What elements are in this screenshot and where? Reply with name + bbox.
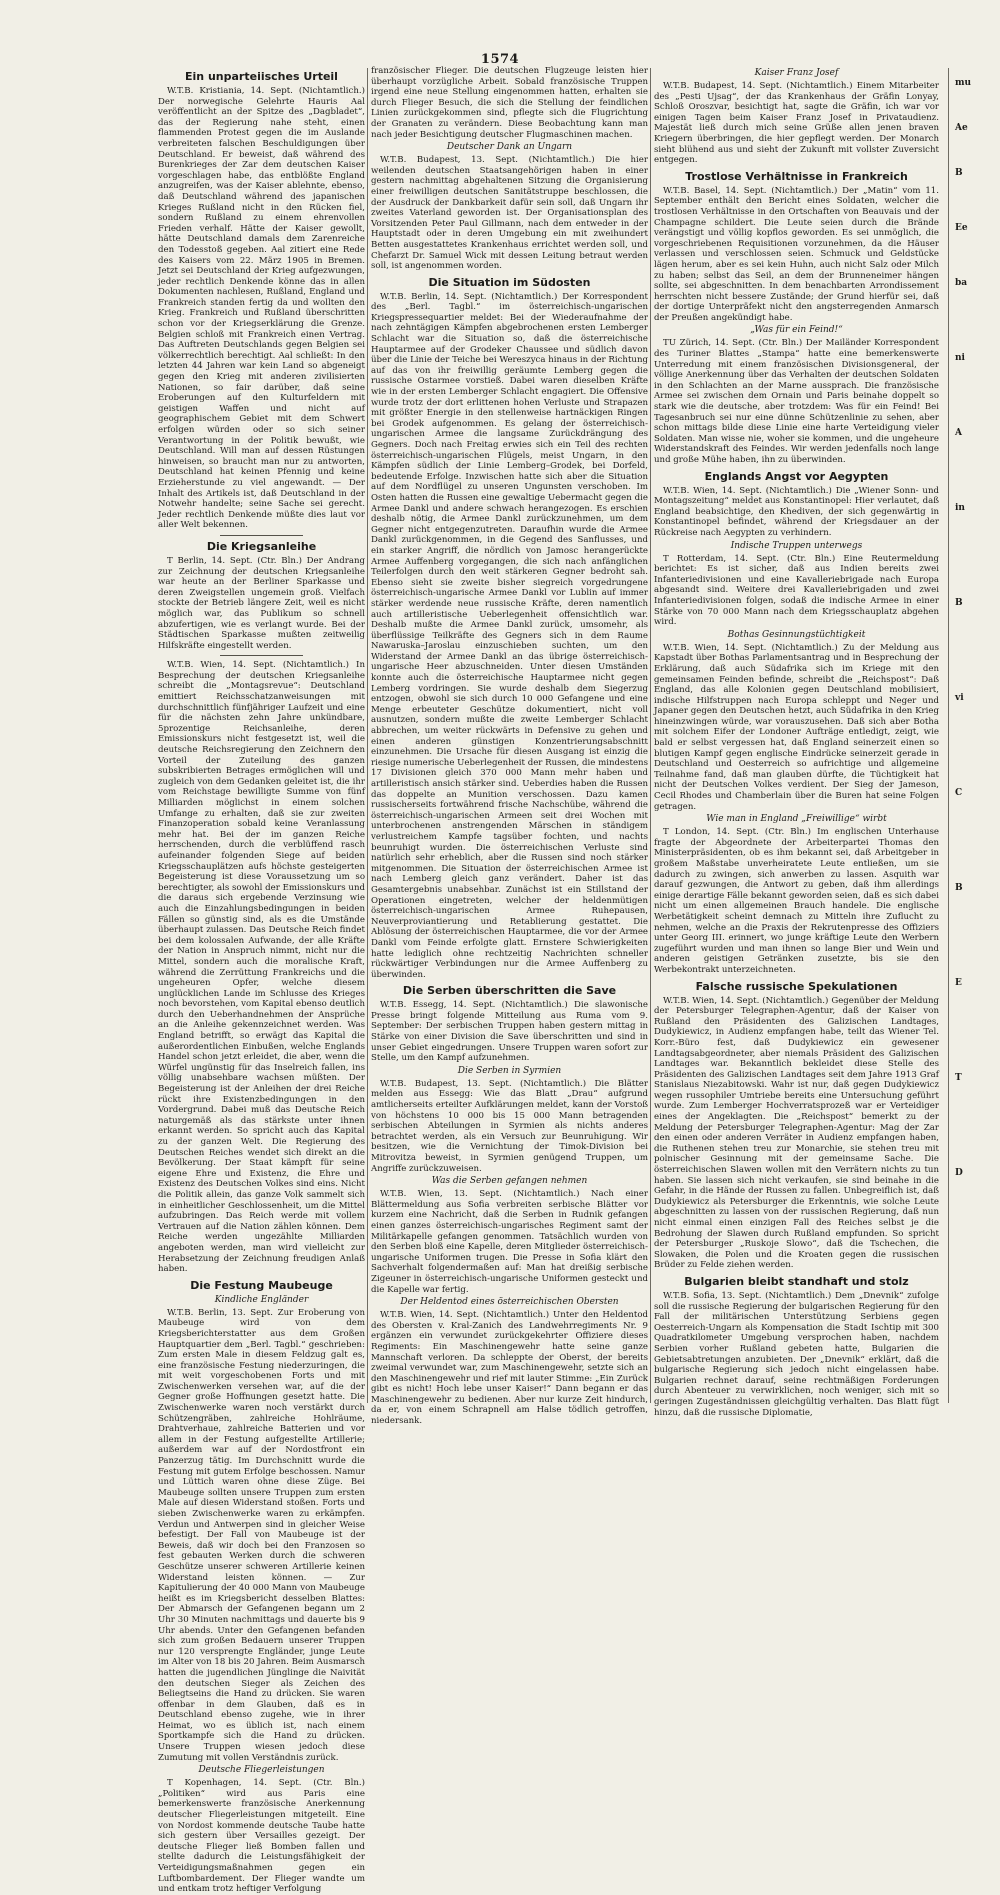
- separator-rule: [220, 655, 303, 656]
- article-paragraph: W.T.B. Wien, 14. Sept. (Nichtamtlich.) In Besprechung der deutschen Kriegsanleihe schreibt die „Montagsrevue“: Deutschland emittiert Reichsschatzanweisungen mit durchschnittlich fünfjähriger Laufzeit und eine für die nächsten zehn Jahre unkündbare, 5prozentige Reichsanleihe, deren Emissionskurs nicht festgesetzt ist, weil die deutsche Reichsregierung den Zeichnern den Vorteil der Zuteilung des ganzen subskribierten Betrages ermöglichen will und zugleich von dem Gedanken geleitet ist, die ihr vom Reichstage bewilligte Summe von fünf Milliarden möglichst in einem solchen Umfange zu erhalten, daß sie zur zweiten Finanzoperation sobald keine Veranlassung mehr hat. Bei der im ganzen Reiche herrschenden, durch die verblüffend rasch aufeinander folgenden Siege auf beiden Kriegsschauplätzen aufs höchste gesteigerten Begeisterung ist diese Voraussetzung um so berechtigter, als sowohl der Emissionskurs und die daraus sich ergebende Verzinsung wie auch die Einzahlungsbedingungen in beiden Fällen so günstig sind, als es die Umstände überhaupt zulassen. Das Deutsche Reich findet bei dem kolossalen Aufwande, der alle Kräfte der Nation in Anspruch nimmt, nicht nur die Mittel, sondern auch die moralische Kraft, während die Zerrüttung Frankreichs und die ungeheuren Opfer, welche diesem unglücklichen Lande im Schlusse des Krieges noch bevorstehen, vom Kapital ebenso deutlich durch den Ueberhandnehmen der Ansprüche an die Anleihe gekennzeichnet werden. Was England betrifft, so erwägt das Kapital die außerordentlichen Einbußen, welche Englands Handel schon jetzt erleidet, die aber, wenn die Würfel ungünstig für das Inselreich fallen, ins völlig unabsehbare wachsen müßten. Der Begeisterung ist der Anleihen der drei Reiche rückt ihre Existenzbedingungen in den Vordergrund. Dabei muß das Deutsche Reich naturgemäß als das stärkste unter ihnen erkannt werden. So spricht auch das Kapital zu der ganzen Welt. Die Regierung des Deutschen Reiches wendet sich direkt an die Bevölkerung. Der Staat kämpft für seine eigene Ehre und Existenz, die Ehre und Existenz des Deutschen Volkes sind eins. Nicht die Politik allein, das ganze Volk sammelt sich in einheitlicher Geschlossenheit, um die Mittel aufzubringen. Das Reich werde mit vollem Vertrauen auf die Nation zählen können. Dem Reiche werden ungezählte Milliarden angeboten werden, man wird vielleicht zur Herabsetzung der Zeichnung freudigen Anlaß haben.: [158, 660, 365, 1275]
- article-paragraph: T Berlin, 14. Sept. (Ctr. Bln.) Der Andrang zur Zeichnung der deutschen Kriegsanleihe war heute an der Berliner Sparkasse und deren Zweigstellen ungemein groß. Vielfach stockte der Betrieb längere Zeit, weil es nicht möglich war, das Publikum so schnell abzufertigen, wie es verlangt wurde. Bei der Städtischen Sparkasse mußten zeitweilig Hilfskräfte eingestellt werden.: [158, 555, 365, 651]
- article-headline: Trostlose Verhältnisse in Frankreich: [685, 169, 908, 183]
- article-paragraph: französischer Flieger. Die deutschen Flugzeuge leisten hier überhaupt vorzügliche Arbeit. Sobald französische Truppen irgend eine neue Stellung eingenommen hatten, erhalten sie durch Flieger Besuch, die sich die Stellung der feindlichen Linien zurückgekommen sind, pflegte sich die Flugrichtung der Granaten zu verändern. Diese Beobachtung kann man nach jeder Besichtigung deutscher Flugmaschinen machen.: [371, 66, 648, 140]
- article-paragraph: W.T.B. Budapest, 14. Sept. (Nichtamtlich.) Einem Mitarbeiter des „Pesti Ujsag“, der das Krankenhaus der Gräfin Lonyay, Schloß Oroszvar, besichtigt hat, sagte die Gräfin, ich war vor einigen Tagen beim Kaiser Franz Josef in Privataudienz. Majestät ließ durch mich seine Grüße allen jenen braven Kriegern überbringen, die hier gepflegt werden. Der Monarch sieht blühend aus und sieht der Zukunft mit vollster Zuversicht entgegen.: [654, 81, 939, 166]
- margin-fragment: in: [955, 503, 965, 513]
- article-headline: Englands Angst vor Aegypten: [704, 469, 889, 483]
- article-subheadline: Deutsche Fliegerleistungen: [198, 1765, 325, 1776]
- article-subheadline: Die Serben in Syrmien: [457, 1065, 562, 1076]
- column-rule: [650, 68, 651, 1403]
- page-number: 1574: [480, 52, 520, 67]
- article-subheadline: Kindliche Engländer: [214, 1294, 309, 1305]
- article-subheadline: Bothas Gesinnungstüchtigkeit: [727, 629, 866, 640]
- margin-fragment: B: [955, 883, 963, 893]
- article-subheadline: Wie man in England „Freiwillige“ wirbt: [706, 814, 887, 825]
- column-rule: [948, 68, 949, 1403]
- margin-fragment: T: [955, 1073, 962, 1083]
- article-paragraph: W.T.B. Wien, 14. Sept. (Nichtamtlich.) Zu der Meldung aus Kapstadt über Bothas Parlamentsantrag und in Besprechung der Erklärung, daß auch Südafrika sich im Kriege mit den gemeinsamen Feinden befinde, schreibt die „Reichspost“: Daß England, das alle Kolonien gegen Deutschland mobilisiert, indische Hilfstruppen nach Europa schleppt und Neger und Japaner gegen den Deutschen hetzt, auch Südafrika in den Krieg hineinzwingen würde, war vorauszusehen. Daß sich aber Botha mit solchem Eifer der Londoner Aufträge entledigt, zeigt, wie bald er selbst vergessen hat, daß England seinerzeit einen so blutigen Kampf gegen englische Eindrücke seinerzeit gerade in Deutschland und Oesterreich so aufrichtige und allgemeine Teilnahme fand, daß man glauben dürfte, die Tüchtigkeit hat nicht der Deutschen Volkes verdient. Der Sieg der Jameson, Cecil Rhodes und Chamberlain über die Buren hat seine Folgen getragen.: [654, 642, 939, 812]
- margin-fragment: A: [955, 428, 962, 438]
- article-subheadline: „Was für ein Feind!“: [750, 325, 843, 336]
- margin-fragment: B: [955, 598, 963, 608]
- article-paragraph: W.T.B. Berlin, 14. Sept. (Nichtamtlich.) Der Korrespondent des „Berl. Tagbl.“ im österreichisch-ungarischen Kriegspressequartier meldet: Bei der Wiederaufnahme der nach zehntägigen Kämpfen abgebrochenen ersten Lemberger Schlacht war die Situation so, daß die österreichische Hauptarmee auf der Grodeker Chaussee und südlich davon über die Linie der Teiche bei Wereszyca hinaus in der Richtung auf das von ihr freiwillig geräumte Lemberg gegen die russische Ostarmee vorstieß. Dabei waren dieselben Kräfte wie in der ersten Lemberger Schlacht engagiert. Die Offensive wurde trotz der dort erlittenen hohen Verluste und Strapazen mit größter Energie in den stellenweise hartnäckigen Ringen bei Grodek aufgenommen. Es gelang der österreichisch-ungarischen Armee die langsame Zurückdrängung des Gegners. Doch nach Freitag erwies sich ein Teil des rechten österreichisch-ungarischen Flügels, meist Ungarn, in den Kämpfen südlich der Linie Lemberg–Grodek, bei Dorfeld, bedeutende Erfolge. Inzwischen hatte sich aber die Situation auf dem Nordflügel zu unseren Ungunsten verschoben. Im Osten hatten die Russen eine gewaltige Uebermacht gegen die Armee Dankl und andere schwach herangezogen. Es erschien deshalb nötig, die Armee Dankl zurückzunehmen, um dem Gegner nicht entgegenzutreten. Daraufhin wurde die Armee Dankl zurückgenommen, in die Gegend des Sanflusses, und ein starker Angriff, die nördlich von Jamosc herangerückte Armee Auffenberg vorgegangen, die sich nach anfänglichen Teilerfolgen durch den weit stärkeren Gegner bedroht sah. Ebenso sieht sie zweite bisher siegreich vorgedrungene österreichisch-ungarische Armee Dankl vor Lublin auf immer stärker werdende neue russische Kräfte, deren namentlich auch artilleristische Ueberlegenheit offensichtlich war. Deshalb mußte die Armee Dankl zurück, umsomehr, als überflüssige Teilkräfte des Gegners sich in dem Raume Nawaruska–Jaroslau einzuschieben suchten, um den Widerstand der Armee Dankl an das übrige österreichisch-ungarische Heer abzuschneiden. Unter diesen Umständen konnte auch die österreichische Hauptarmee nicht gegen Lemberg vordringen. Sie wurde deshalb dem Siegerzug entzogen, obwohl sie sich durch 10 000 Gefangene und eine Menge erbeuteter Geschütze dokumentiert, nicht voll ausnutzen, sondern mußte die zweite Lemberger Schlacht abbrechen, um weiter rückwärts in Defensive zu gehen und einen anderen günstigen Konzentrierungsabschnitt einzunehmen. Die Ursache für diesen Ausgang ist einzig die riesige numerische Ueberlegenheit der Russen, die mindestens 17 Divisionen gleich 370 000 Mann mehr haben und artilleristisch ansich stärker sind. Ueberdies haben die Russen das doppelte an Munition verschossen. Dazu kamen russischerseits fortwährend frische Nachschübe, während die österreichisch-ungarischen Armeen seit drei Wochen mit unterbrochenen anstrengenden Märschen in ständigem verlustreichem Kampfe tagsüber fochten, und nachts beunruhigt wurden. Die österreichischen Verluste sind natürlich sehr erheblich, aber die Russen sind noch stärker mitgenommen. Die Situation der österreichischen Armee ist nach Lemberg gleich ganz verändert. Daher ist das Gesamtergebnis unabsehbar. Zunächst ist ein Stillstand der Operationen eingetreten, welcher der heldenmütigen österreichisch-ungarischen Armee Ruhepausen, Neuverproviantierung und Retablierung gestattet. Die Ablösung der österreichischen Hauptarmee, die vor der Armee Dankl vom Feinde erfolgte glatt. Ernstere Schwierigkeiten hatte lediglich ohne rechtzeitig Nachrichten schneller rückwärtiger Verbindungen nur die Armee Auffenberg zu überwinden.: [371, 291, 649, 980]
- article-paragraph: W.T.B. Budapest, 13. Sept. (Nichtamtlich.) Die Blätter melden aus Essegg: Wie das Blatt „Drau“ aufgrund amtlicherseits erteilter Aufklärungen meldet, kann der Vorstoß von höchstens 10 000 bis 15 000 Mann betragenden serbischen Abteilungen in Syrmien als nichts anderes betrachtet werden, als ein Versuch zur Beunruhigung. Wir besitzen, wie die Vernichtung der Timok-Division bei Mitrovitza beweist, in Syrmien genügend Truppen, um Angriffe zurückzuweisen.: [371, 1078, 648, 1174]
- article-paragraph: W.T.B. Wien, 13. Sept. (Nichtamtlich.) Nach einer Blättermeldung aus Sofia verbreiten serbische Blätter vor kurzem eine Nachricht, daß die Serben in Rudnik gefangen einen ganzes österreichisch-ungarisches Regiment samt der Militärkapelle gefangen genommen. Tatsächlich wurden von den Serben bloß eine Kapelle, deren Mitglieder österreichisch-ungarische Uniformen trugen. Die Presse in Sofia klärt den Sachverhalt folgendermaßen auf: Man hat dreißig serbische Zigeuner in österreichisch-ungarische Uniformen gesteckt und die Kapelle war fertig.: [371, 1189, 648, 1295]
- article-paragraph: W.T.B. Wien, 14. Sept. (Nichtamtlich.) Gegenüber der Meldung der Petersburger Telegraphen-Agentur, daß der Kaiser von Rußland den Präsidenten des Galizischen Landtages, Dudykiewicz, in Audienz empfangen habe, teilt das Wiener Tel. Korr.-Büro fest, daß Dudykiewicz ein gewesener Landtagsabgeordneter, aber niemals Präsident des Galizischen Landtages war. Bekanntlich bekleidet diese Stelle des Präsidenten des Galizischen Landtages seit dem Jahre 1913 Graf Stanislaus Niezabitowski. Wahr ist nur, daß gegen Dudykiewicz wegen russophiler Umtriebe bereits eine Untersuchung geführt wurde. Zum Lemberger Hochverratsprozeß war er Verteidiger eines der Angeklagten. Die „Reichspost“ bemerkt zu der Meldung der Petersburger Telegraphen-Agentur: Mag der Zar den einen oder anderen Verräter in Audienz empfangen haben, die Ruthenen stehen treu zur Monarchie, sie stehen treu mit polnischer Gesinnung mit der gemeinsame Sache. Die österreichischen Slawen wollen mit den Verrätern nichts zu tun haben. Sie lassen sich nicht verkaufen, sie sind beinahe in die Gefahr, in die Hände der Russen zu fallen. Unbegreiflich ist, daß Dudykiewicz als Petersburger die Erkenntnis, wie solche Leute abgeschnitten zu lassen von der russischen Regierung, daß nun nicht einmal einen einzigen Fall des Reiches selbst je die Bedrohung der Slawen durch Rußland empfunden. So spricht der Petersburger „Ruskoje Slowo“, daß die Tschechen, die Slowaken, die Polen und die Kroaten gegen die russischen Brüder zu Felde ziehen werden.: [654, 995, 939, 1271]
- article-paragraph: T Rotterdam, 14. Sept. (Ctr. Bln.) Eine Reutermeldung berichtet: Es ist sicher, daß aus Indien bereits zwei Infanteriedivisionen und eine Kavalleriebrigade nach Europa abgesandt sind. Weitere drei Kavalleriebrigaden und zwei Infanteriedivisionen folgen, sodaß die indische Armee in einer Stärke von 70 000 Mann nach dem Kriegsschauplatz abgehen wird.: [654, 553, 939, 628]
- article-subheadline: Deutscher Dank an Ungarn: [446, 142, 573, 153]
- article-paragraph: W.T.B. Sofia, 13. Sept. (Nichtamtlich.) Dem „Dnevnik“ zufolge soll die russische Regierung der bulgarischen Regierung für den Fall der militärischen Unterstützung Serbiens gegen Oesterreich-Ungarn als Kompensation die Stadt Ischtip mit 300 Quadratkilometer Umgebung versprochen haben, nachdem Serbien vorher Rußland gebeten hatte, Bulgarien die Gebietsabtretungen anzubieten. Der „Dnevnik“ erklärt, daß die bulgarische Regierung sich jedoch nicht eingelassen habe. Bulgarien rechnet darauf, seine rechtmäßigen Forderungen durch Abenteuer zu verwirklichen, noch weniger, sich mit so geringen Zugeständnissen gleichgültig verhalten. Das Blatt fügt hinzu, daß die russische Diplomatie,: [654, 1290, 939, 1418]
- article-headline: Bulgarien bleibt standhaft und stolz: [684, 1274, 909, 1288]
- margin-fragment: B: [955, 168, 963, 178]
- article-paragraph: W.T.B. Budapest, 13. Sept. (Nichtamtlich.) Die hier weilenden deutschen Staatsangehörigen haben in einer gestern nachmittag abgehaltenen Sitzung die Organisierung einer freiwilligen deutschen Sanitätstruppe beschlossen, die der Ausdruck der Dankbarkeit dafür sein soll, daß Ungarn ihr zweites Vaterland geworden ist. Der Organisationsplan des Vorsitzenden Peter Paul Gillmann, nach dem entweder in der Hauptstadt oder in deren Umgebung ein mit zweihundert Betten ausgestattetes Krankenhaus errichtet werden soll, und Chefarzt Dr. Samuel Wick mit dessen Leitung betraut werden soll, ist angenommen worden.: [371, 155, 648, 272]
- margin-fragment: Ee: [955, 223, 968, 233]
- column-rule: [367, 68, 368, 1403]
- article-paragraph: W.T.B. Berlin, 13. Sept. Zur Eroberung von Maubeuge wird von dem Kriegsberichterstatter aus dem Großen Hauptquartier dem „Berl. Tagbl.“ geschrieben: Zum ersten Male in diesem Feldzug galt es, eine französische Festung niederzuringen, die mit weit vorgeschobenen Forts und mit Zwischenwerken versehen war, auf die der Gegner große Hoffnungen gesetzt hatte. Die Zwischenwerke waren noch verstärkt durch Schützengräben, zahlreiche Hohlräume, Drahtverhaue, zahlreiche Batterien und vor allem in der Festung aufgestellte Artillerie; außerdem war auf der Nordostfront ein Panzerzug tätig. Im Durchschnitt wurde die Festung mit gutem Erfolge beschossen. Namur und Lüttich waren ohne diese Züge. Bei Maubeuge sollten unsere Truppen zum ersten Male auf diesen Widerstand stoßen. Forts und sieben Zwischenwerke waren zu erkämpfen. Verdun und Antwerpen sind in gleicher Weise befestigt. Der Fall von Maubeuge ist der Beweis, daß wir doch bei den Franzosen so fest gebauten Werken durch die schweren Geschütze unserer schweren Artillerie keinen Widerstand leisten können. — Zur Kapitulierung der 40 000 Mann von Maubeuge heißt es im Kriegsbericht desselben Blattes: Der Abmarsch der Gefangenen begann um 2 Uhr 30 Minuten nachmittags und dauerte bis 9 Uhr abends. Unter den Gefangenen befanden sich zum großen Bedauern unserer Truppen nur 120 versprengte Engländer, junge Leute im Alter von 18 bis 20 Jahren. Beim Ausmarsch hatten die jugendlichen Jünglinge die Naivität den deutschen Sieger als Zeichen des Beliegtseins die Hand zu drücken. Sie waren offenbar in dem Glauben, daß es in Deutschland ebenso zugehe, wie in ihrer Heimat, wo es üblich ist, nach einem Sportkampfe sich die Hand zu drücken. Unsere Truppen wiesen jedoch diese Zumutung mit vollen Verständnis zurück.: [158, 1307, 365, 1763]
- article-headline: Die Kriegsanleihe: [206, 539, 317, 553]
- margin-fragment: Ae: [955, 123, 968, 133]
- margin-fragment: E: [955, 978, 962, 988]
- separator-rule: [220, 535, 303, 536]
- article-subheadline: Was die Serben gefangen nehmen: [431, 1176, 588, 1187]
- article-paragraph: TU Zürich, 14. Sept. (Ctr. Bln.) Der Mailänder Korrespondent des Turiner Blattes „Stampa“ hatte eine bemerkenswerte Unterredung mit einem französischen Divisionsgeneral, der völlige Anerkennung über das Verhalten der deutschen Soldaten in den Schlachten an der Marne aussprach. Die französische Armee sei zwischen dem Ornain und Paris beinahe doppelt so stark wie die deutsche, aber trotzdem: Was für ein Feind! Bei Tagesanbruch sei nur eine dünne Schützenlinie zu sehen, aber schon mittags bilde diese Linie eine harte Verteidigung vieler Soldaten. Man wisse nie, woher sie kommen, und die ungeheure Widerstandskraft des Feindes. Wir werden jedenfalls noch lange und große Mühe haben, ihn zu überwinden.: [654, 338, 939, 465]
- column-1: [158, 66, 365, 1895]
- article-headline: Die Festung Maubeuge: [190, 1278, 333, 1292]
- article-headline: Ein unparteiisches Urteil: [185, 70, 338, 83]
- margin-fragment: vi: [955, 693, 964, 703]
- article-paragraph: W.T.B. Kristiania, 14. Sept. (Nichtamtlich.) Der norwegische Gelehrte Hauris Aal veröffentlicht an der Spitze des „Dagbladet“, das der Regierung nahe steht, einen flammenden Protest gegen die im Auslande verbreiteten falschen Beschuldigungen über Deutschland. Er beweist, daß während des Burenkrieges der Zar dem deutschen Kaiser vorgeschlagen habe, das entblößte England anzugreifen, was der Kaiser ablehnte, ebenso, daß Deutschland während des japanischen Krieges Rußland nicht in den Rücken fiel, sondern Rußland zu einem ehrenvollen Frieden verhalf. Hätte der Kaiser gewollt, hätte Deutschland damals dem Zarenreiche den Todesstoß gegeben. Aal zitiert eine Rede des Kaisers vom 22. März 1905 in Bremen. Jetzt sei Deutschland der Krieg aufgezwungen, jeder rechtlich Denkende könne das in allen Dokumenten nachlesen, Rußland, England und Frankreich standen fertig da und wollten den Krieg. Frankreich und Rußland überschritten schon vor der Kriegserklärung die Grenze. Belgien schloß mit Frankreich einen Vertrag. Das Auftreten Deutschlands gegen Belgien sei völkerrechtlich berechtigt. Aal schließt: In den letzten 44 Jahren war kein Land so abgeneigt gegen den Krieg mit anderen zivilisierten Nationen, so fair darüber, daß seine Eroberungen auf den Kulturfeldern mit geistigen Waffen und nicht auf geographischem Gebiet mit dem Schwert erfolgen würden oder so sich seiner Verantwortung in der Politik bewußt, wie Deutschland. Will man auf dessen Rüstungen hinweisen, so braucht man nur zu antworten, Deutschland hat keinen Pfennig und keine Erzieherstunde zu viel angewandt. — Der Inhalt des Artikels ist, daß Deutschland in der Notwehr handelte; seine Sache sei gerecht. Jeder rechtlich Denkende müßte dies laut vor aller Welt bekennen.: [158, 86, 365, 531]
- margin-fragment: ni: [955, 353, 965, 363]
- column-3: [654, 66, 939, 1418]
- margin-fragment: C: [955, 788, 963, 798]
- article-paragraph: W.T.B. Wien, 14. Sept. (Nichtamtlich.) Unter den Heldentod des Obersten v. Kral-Zanich des Landwehrregiments Nr. 9 ergänzen ein verwundet zurückgekehrter Offiziere dieses Regiments: Ein Maschinengewehr hatte seine ganze Mannschaft verloren. Da schleppte der Oberst, der bereits zweimal verwundet war, zum Maschinengewehr, setzte sich an den Maschinengewehr und rief mit lauter Stimme: „Ein Zurück gibt es nicht! Hoch lebe unser Kaiser!“ Dann begann er das Maschinengewehr zu bedienen. Aber nur kurze Zeit hindurch, da er, von einem Schrapnell am Halse tödlich getroffen, niedersank.: [371, 1310, 648, 1427]
- article-headline: Falsche russische Spekulationen: [695, 979, 898, 993]
- column-2: [371, 66, 649, 1427]
- article-paragraph: T London, 14. Sept. (Ctr. Bln.) Im englischen Unterhause fragte der Abgeordnete der Arbeiterpartei Thomas den Ministerpräsidenten, ob es ihm bekannt sei, daß Arbeitgeber in großem Maßstabe unverheiratete Leute entließen, um sie dadurch zu zwingen, sich anwerben zu lassen. Asquith war darauf gezwungen, die Antwort zu geben, daß ihm allerdings einige derartige Fälle bekannt geworden seien, daß es sich dabei nicht um einen allgemeinen Brauch handele. Die englische Werbetätigkeit scheint demnach zu Mitteln ihre Zuflucht zu nehmen, welche an die Praxis der Rekrutenpresse des Offiziers unter Georg III. erinnert, wo junge kräftige Leute den Werbern zugeführt wurden und man ihnen so lange Bier und Wein und anderen geistigen Getränken zusetzte, bis sie den Werbekontrakt unterzeichneten.: [654, 827, 939, 975]
- article-paragraph: W.T.B. Essegg, 14. Sept. (Nichtamtlich.) Die slawonische Presse bringt folgende Mitteilung aus Ruma vom 9. September: Der serbischen Truppen haben gestern mittag in Stärke von einer Division die Save überschritten und sind in unser Gebiet eingedrungen. Unsere Truppen waren sofort zur Stelle, um den Kampf aufzunehmen.: [371, 1000, 648, 1064]
- article-paragraph: W.T.B. Wien, 14. Sept. (Nichtamtlich.) Die „Wiener Sonn- und Montagszeitung“ meldet aus Konstantinopel: Hier verlautet, daß England beabsichtige, den Khediven, der sich gegenwärtig in Konstantinopel befindet, während der Kriegsdauer an der Rückreise nach Aegypten zu verhindern.: [654, 485, 939, 538]
- article-subheadline: Indische Truppen unterwegs: [730, 540, 863, 551]
- article-paragraph: T Kopenhagen, 14. Sept. (Ctr. Bln.) „Politiken“ wird aus Paris eine bemerkenswerte französische Anerkennung deutscher Fliegerleistungen mitgeteilt. Eine von Nordost kommende deutsche Taube hatte sich gestern über Versailles gezeigt. Der deutsche Flieger ließ Bomben fallen und stellte dadurch die Leistungsfähigkeit der Verteidigungsmaßnahmen gegen ein Luftbombardement. Der Flieger wandte um und entkam trotz heftiger Verfolgung: [158, 1778, 365, 1895]
- margin-fragment: D: [955, 1168, 963, 1178]
- column-4-cropped: [955, 66, 1000, 1406]
- article-subheadline: Der Heldentod eines österreichischen Obersten: [400, 1297, 619, 1308]
- article-paragraph: W.T.B. Basel, 14. Sept. (Nichtamtlich.) Der „Matin“ vom 11. September enthält den Bericht eines Soldaten, welcher die trostlosen Verhältnisse in den Ortschaften von Beauvais und der Champagne schildert. Die Leute seien durch die Brände verängstigt und völlig kopflos geworden. Es sei unmöglich, die vorgeschriebenen Requisitionen vorzunehmen, da die Häuser verlassen und verschlossen seien. Schmuck und Geldstücke lägen herum, aber es sei kein Huhn, auch nicht Salz oder Milch zu haben; selbst das Seil, an dem der Brunneneimer hängen sollte, sei abgeschnitten. In dem benachbarten Arrondissement herrschten nicht bessere Zustände; der Grund hierfür sei, daß der dortige Unterpräfekt nicht den angsterregenden Anmarsch der Preußen angekündigt habe.: [654, 185, 939, 323]
- article-headline: Die Situation im Südosten: [428, 275, 591, 289]
- margin-fragment: mu: [955, 78, 972, 88]
- article-headline: Die Serben überschritten die Save: [402, 984, 617, 998]
- article-subheadline: Kaiser Franz Josef: [754, 68, 839, 78]
- margin-fragment: ba: [955, 278, 968, 288]
